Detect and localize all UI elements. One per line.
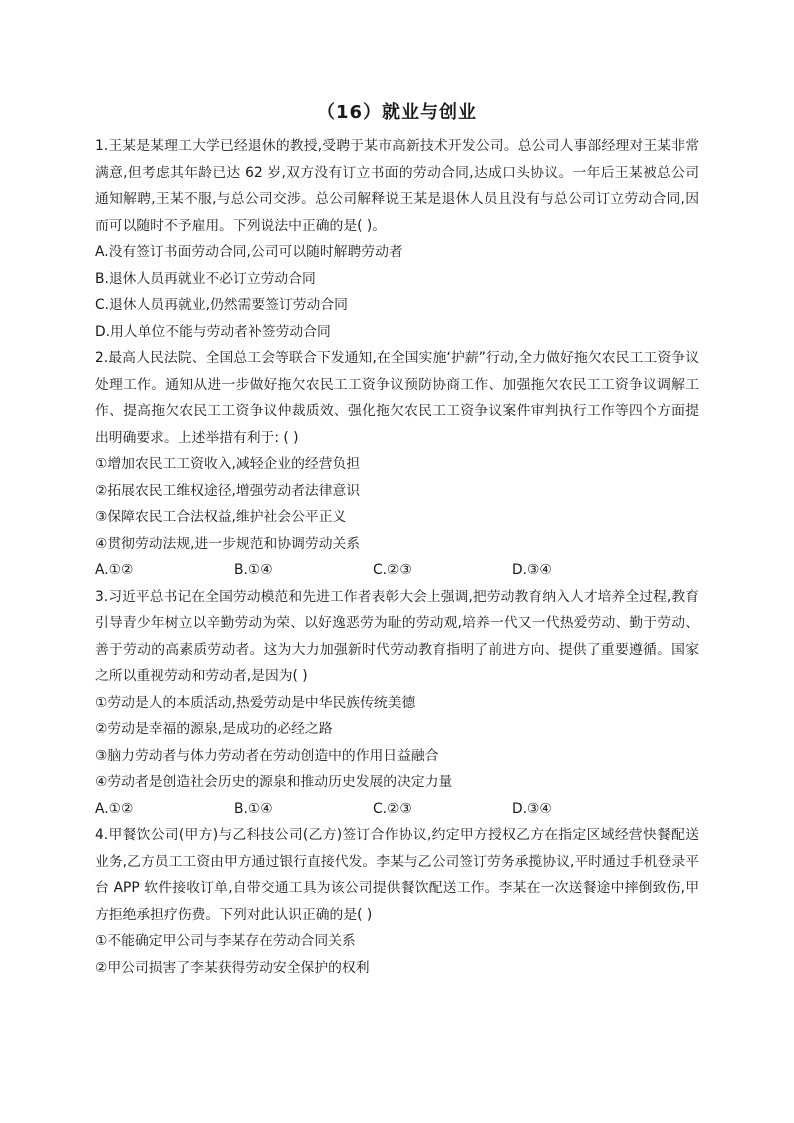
question-2-choice-a: A.①② <box>95 562 134 578</box>
question-4 <box>95 822 699 981</box>
question-3-choice-a: A.①② <box>95 800 134 817</box>
question-2-item-2: ②拓展农民工维权途径,增强劳动者法律意识 <box>95 482 361 499</box>
question-3-item-1: ①劳动是人的本质活动,热爱劳动是中华民族传统美德 <box>95 694 416 711</box>
question-3-choice-b: B.①④ <box>234 800 273 817</box>
question-1-option-a: A.没有签订书面劳动合同,公司可以随时解聘劳动者 <box>95 244 403 260</box>
question-3-choice-c: C.②③ <box>373 800 412 817</box>
question-3-choices <box>95 796 699 823</box>
question-3-stem: 3.习近平总书记在全国劳动模范和先进工作者表彰大会上强调,把劳动教育纳入人才培养全过程,教育引导青少年树立以辛勤劳动为荣、以好逸恶劳为耻的劳动观,培养一代又一代热爱劳动、勤于劳动、善于劳动的高素质劳动者。这为大力加强新时代劳动教育指明了前进方向、提供了重要遵循。国家之所以重视劳动和劳动者,是因为( ) <box>95 588 699 684</box>
question-list <box>95 133 699 981</box>
question-3 <box>95 584 699 823</box>
question-3-item-4: ④劳动者是创造社会历史的源泉和推动历史发展的决定力量 <box>95 774 453 790</box>
question-1 <box>95 133 699 345</box>
question-4-stem: 4.甲餐饮公司(甲方)与乙科技公司(乙方)签订合作协议,约定甲方授权乙方在指定区域经营快餐配送业务,乙方员工工资由甲方通过银行直接代发。李某与乙公司签订劳务承揽协议,平时通过手机登录平台 APP 软件接收订单,自带交通工具为该公司提供餐饮配送工作。李某在一次送餐途中摔倒致伤,甲方拒绝承担疗伤费。下列对此认识正确的是( ) <box>95 827 699 923</box>
question-2-choice-b: B.①④ <box>234 562 273 578</box>
question-1-option-d: D.用人单位不能与劳动者补签劳动合同 <box>95 323 331 340</box>
question-4-item-2: ②甲公司损害了李某获得劳动安全保护的权利 <box>95 959 370 976</box>
question-1-stem: 1.王某是某理工大学已经退休的教授,受聘于某市高新技术开发公司。总公司人事部经理对王某非常满意,但考虑其年龄已达 62 岁,双方没有订立书面的劳动合同,达成口头协议。一年后王某被总公司通知解聘,王某不服,与总公司交涉。总公司解释说王某是退休人员且没有与总公司订立劳动合同,因而可以随时不予雇用。下列说法中正确的是( )。 <box>95 138 699 234</box>
question-2-stem: 2.最高人民法院、全国总工会等联合下发通知,在全国实施‘护薪”行动,全力做好拖欠农民工工资争议处理工作。通知从进一步做好拖欠农民工工资争议预防协商工作、加强拖欠农民工工资争议调解工作、提高拖欠农民工工资争议仲裁质效、强化拖欠农民工工资争议案件审判执行工作等四个方面提出明确要求。上述举措有利于: ( ) <box>95 350 699 446</box>
question-2 <box>95 345 699 584</box>
question-3-item-3: ③脑力劳动者与体力劳动者在劳动创造中的作用日益融合 <box>95 747 439 764</box>
question-1-option-c: C.退休人员再就业,仍然需要签订劳动合同 <box>95 297 348 313</box>
question-2-choices <box>95 557 699 584</box>
question-2-item-3: ③保障农民工合法权益,维护社会公平正义 <box>95 509 347 525</box>
question-2-item-4: ④贯彻劳动法规,进一步规范和协调劳动关系 <box>95 535 361 552</box>
question-3-choice-d: D.③④ <box>512 800 552 817</box>
question-2-item-1: ①增加农民工工资收入,减轻企业的经营负担 <box>95 456 361 472</box>
question-2-choice-c: C.②③ <box>373 562 412 578</box>
question-1-option-b: B.退休人员再就业不必订立劳动合同 <box>95 270 316 287</box>
question-2-choice-d: D.③④ <box>512 562 552 578</box>
page-title: （16）就业与创业 <box>316 102 478 123</box>
question-3-item-2: ②劳动是幸福的源泉,是成功的必经之路 <box>95 721 333 737</box>
question-4-item-1: ①不能确定甲公司与李某存在劳动合同关系 <box>95 933 356 949</box>
